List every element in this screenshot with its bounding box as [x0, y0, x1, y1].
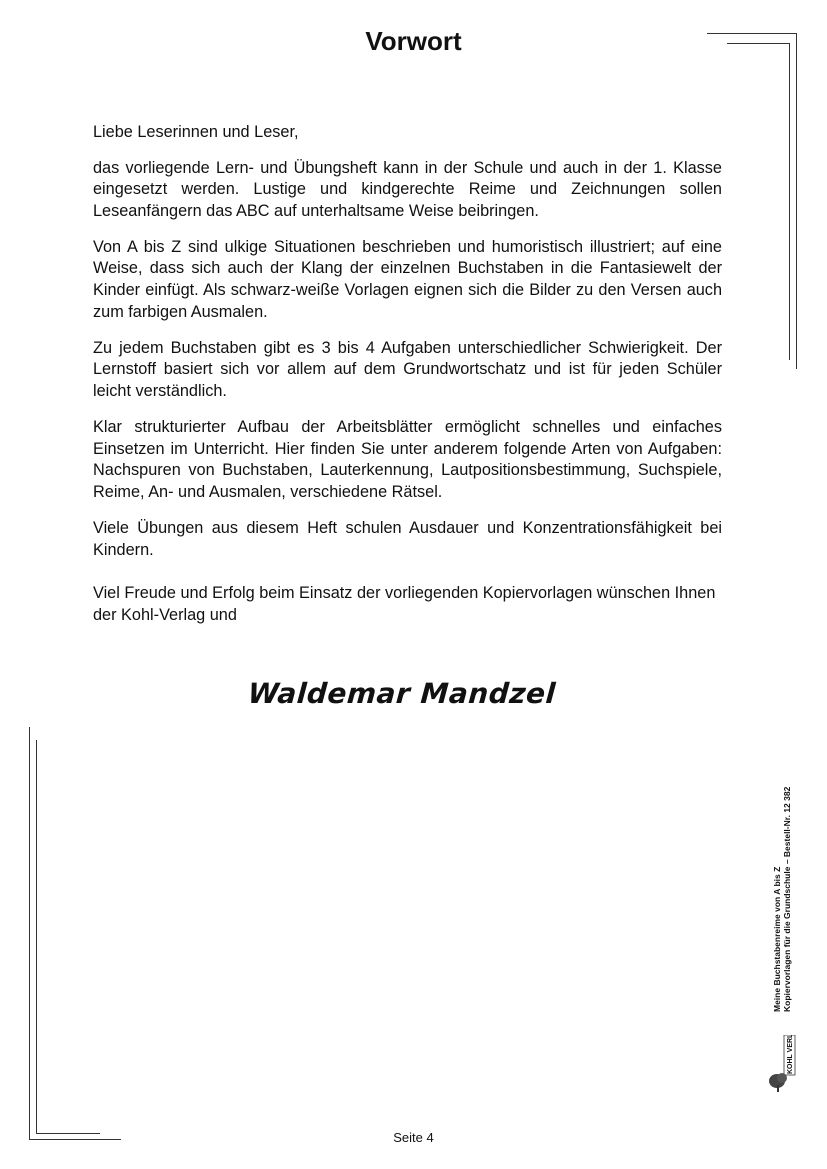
closing-text: Viel Freude und Erfolg beim Einsatz der vorliegenden Kopiervorlagen wünschen Ihnen der Kohl-Verlag und [93, 584, 716, 624]
logo-text: KOHL VERLAG [787, 1035, 794, 1074]
paragraph-4: Klar strukturierter Aufbau der Arbeitsblätter ermöglicht schnelles und einfaches Einsetzen im Unterricht. Hier finden Sie unter anderem folgende Arten von Aufgaben: Nachspuren von Buchstaben, Lauterkennung, Lautpositionsbestimmung, Suchspiele, Reime, An- und Ausmalen, verschiedene Rätsel. [93, 418, 722, 501]
frame-bottom-left-vertical-outer [29, 727, 30, 1140]
frame-top-right-vertical-inner [789, 43, 790, 360]
tree-logo-icon [768, 1035, 796, 1093]
page-number: Seite 4 [393, 1130, 434, 1145]
paragraph-2: Von A bis Z sind ulkige Situationen beschrieben und humoristisch illustriert; auf eine Weise, dass sich auch der Klang der einzelnen Buchstaben in die Fantasiewelt der Kinder einfügt. Als schwarz-weiße Vorlagen eignen sich die Bilder zu den Versen auch zum farbigen Ausmalen. [93, 237, 722, 321]
frame-top-right-horizontal-outer [707, 33, 797, 34]
frame-top-right-vertical-outer [796, 33, 797, 369]
paragraph-5: Viele Übungen aus diesem Heft schulen Ausdauer und Konzentrationsfähigkeit bei Kindern. [93, 518, 722, 559]
page-title: Vorwort [365, 26, 462, 56]
salutation: Liebe Leserinnen und Leser, [93, 123, 299, 141]
frame-bottom-left-vertical-inner [36, 740, 37, 1134]
side-publication-info [772, 752, 792, 1012]
kohl-verlag-logo [768, 1035, 796, 1093]
side-info-line-2: Kopiervorlagen für die Grundschule – Bestell-Nr. 12 382 [782, 786, 792, 1012]
paragraph-3: Zu jedem Buchstaben gibt es 3 bis 4 Aufgaben unterschiedlicher Schwierigkeit. Der Lernstoff basiert sich vor allem auf dem Grundwortschatz und ist für jeden Schüler leicht verständlich. [93, 338, 722, 400]
body-text [93, 122, 722, 641]
paragraph-1: das vorliegende Lern- und Übungsheft kann in der Schule und auch in der 1. Klasse eingesetzt werden. Lustige und kindgerechte Reime und Zeichnungen sollen Leseanfängern das ABC auf unterhaltsame Weise beibringen. [93, 158, 722, 220]
frame-top-right-horizontal-inner [727, 43, 790, 44]
side-info-line-1: Meine Buchstabenreime von A bis Z [772, 866, 782, 1012]
signature: Waldemar Mandzel [246, 677, 557, 710]
